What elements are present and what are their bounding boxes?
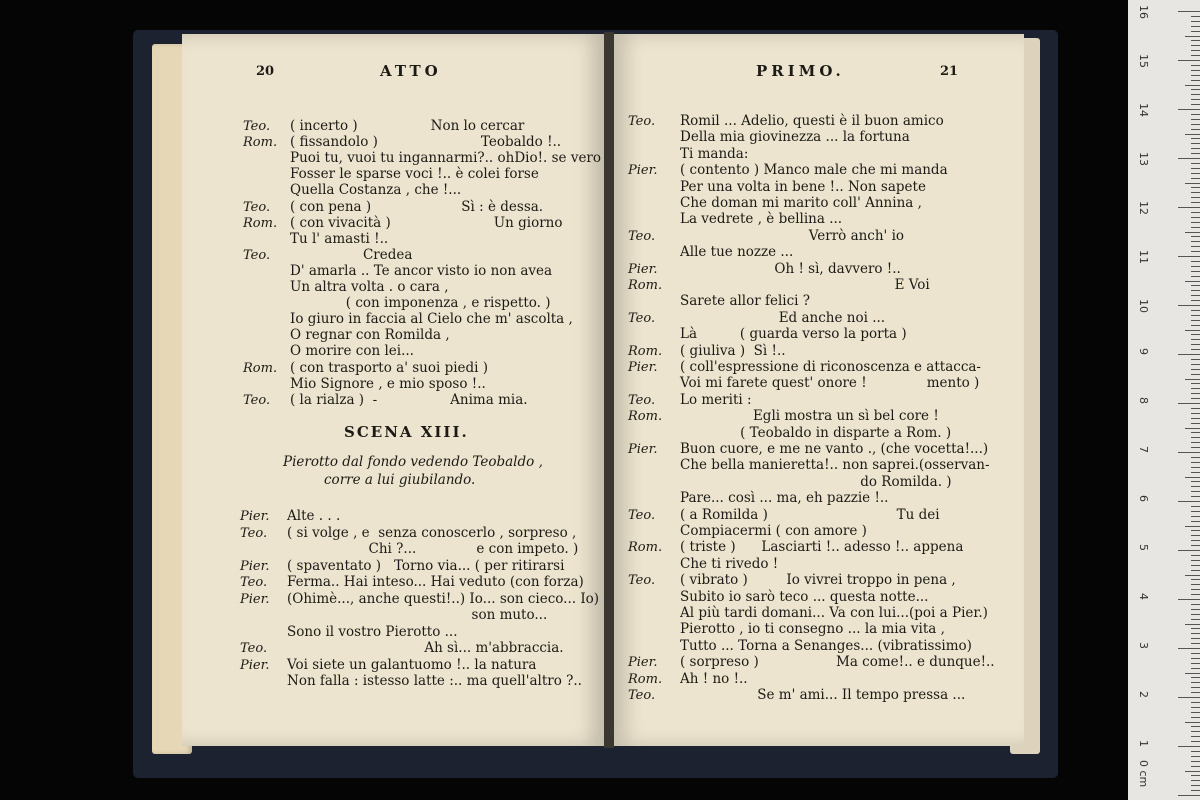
left-line: D' amarla .. Te ancor visto io non avea <box>290 262 553 279</box>
ruler-tick <box>1191 437 1200 438</box>
left2-speaker: Teo. <box>240 641 268 656</box>
ruler-tick <box>1191 383 1200 384</box>
ruler-tick <box>1191 511 1200 512</box>
right-speaker: Pier. <box>628 442 658 457</box>
ruler-tick <box>1191 442 1200 443</box>
right-line: Egli mostra un sì bel core ! <box>680 408 939 425</box>
left2-line: Chi ?... e con impeto. ) <box>287 541 579 557</box>
scene-description-2: corre a lui giubilando. <box>324 472 476 488</box>
ruler-tick <box>1191 726 1200 727</box>
ruler-tick <box>1178 11 1200 12</box>
ruler-tick <box>1191 197 1200 198</box>
ruler-tick <box>1191 506 1200 507</box>
ruler-tick <box>1191 756 1200 757</box>
ruler-tick <box>1178 403 1200 404</box>
ruler-tick <box>1191 236 1200 237</box>
ruler-tick <box>1191 364 1200 365</box>
ruler-number: 13 <box>1137 152 1150 166</box>
ruler-tick <box>1191 633 1200 634</box>
right-line: Che ti rivedo ! <box>680 555 779 572</box>
ruler-unit-label: 0 cm <box>1137 760 1150 788</box>
ruler-tick <box>1191 290 1200 291</box>
right-line: Buon cuore, e me ne vanto ., (che vocetta!...) <box>680 441 989 457</box>
ruler-tick <box>1178 256 1200 257</box>
right-line: Per una volta in bene !.. Non sapete <box>680 178 926 195</box>
ruler-number: 1 <box>1137 740 1150 747</box>
right-speaker: Teo. <box>628 507 656 523</box>
ruler-number: 2 <box>1137 691 1150 698</box>
ruler-tick <box>1191 31 1200 32</box>
ruler-tick <box>1185 134 1200 135</box>
right-speaker: Rom. <box>628 343 663 359</box>
right-speaker: Pier. <box>628 360 658 375</box>
ruler-tick <box>1191 491 1200 492</box>
left-line: ( fissandolo ) Teobaldo !.. <box>290 134 562 151</box>
ruler-number: 8 <box>1137 397 1150 404</box>
right-line: Voi mi farete quest' onore ! mento ) <box>680 375 980 392</box>
right-line: ( coll'espressione di riconoscenza e attacca- <box>680 359 981 375</box>
right-line: ( contento ) Manco male che mi manda <box>680 162 948 179</box>
right-line: Tutto ... Torna a Senanges... (vibratissimo) <box>680 637 972 654</box>
ruler-tick <box>1191 677 1200 678</box>
left-speaker: Teo. <box>243 199 271 215</box>
ruler-tick <box>1191 565 1200 566</box>
left-line: Tu l' amasti !.. <box>290 230 389 247</box>
ruler-tick <box>1191 619 1200 620</box>
right-line: Pare... così ... ma, eh pazzie !.. <box>680 490 889 507</box>
left-line: O regnar con Romilda , <box>290 327 450 344</box>
ruler-tick <box>1191 246 1200 247</box>
ruler-tick <box>1191 320 1200 321</box>
right-speaker: Teo. <box>628 688 656 703</box>
right-line: Là ( guarda verso la porta ) <box>680 326 907 343</box>
left2-speaker: Teo. <box>240 575 268 590</box>
ruler-tick <box>1178 354 1200 355</box>
ruler-tick <box>1191 153 1200 154</box>
scene-description-1: Pierotto dal fondo vedendo Teobaldo , <box>283 454 543 470</box>
right-line: Lo meriti : <box>680 391 752 408</box>
ruler-tick <box>1191 687 1200 688</box>
ruler-tick <box>1185 281 1200 282</box>
ruler-tick <box>1191 315 1200 316</box>
right-line: Al più tardi domani... Va con lui...(poi a Pier.) <box>680 605 988 621</box>
ruler-tick <box>1191 45 1200 46</box>
ruler-number: 14 <box>1137 103 1150 117</box>
ruler-tick <box>1191 271 1200 272</box>
ruler-tick <box>1191 761 1200 762</box>
ruler-tick <box>1191 241 1200 242</box>
ruler-tick <box>1191 21 1200 22</box>
ruler-number: 9 <box>1137 348 1150 355</box>
ruler-tick <box>1178 795 1200 796</box>
ruler-tick <box>1191 374 1200 375</box>
ruler-tick <box>1178 109 1200 110</box>
ruler-tick <box>1191 65 1200 66</box>
ruler-tick <box>1191 663 1200 664</box>
ruler-tick <box>1191 114 1200 115</box>
ruler-tick <box>1185 526 1200 527</box>
ruler-tick <box>1191 276 1200 277</box>
left2-line: Alte . . . <box>287 508 341 524</box>
ruler-tick <box>1178 599 1200 600</box>
ruler-tick <box>1178 697 1200 698</box>
right-line: Romil ... Adelio, questi è il buon amico <box>680 113 944 129</box>
ruler-number: 4 <box>1137 593 1150 600</box>
left-line: ( con vivacità ) Un giorno <box>290 214 563 231</box>
ruler-tick <box>1191 447 1200 448</box>
ruler-number: 15 <box>1137 54 1150 68</box>
ruler-tick <box>1191 579 1200 580</box>
ruler-tick <box>1191 467 1200 468</box>
ruler-tick <box>1191 643 1200 644</box>
right-line: Che doman mi marito coll' Annina , <box>680 195 922 211</box>
ruler-tick <box>1178 207 1200 208</box>
ruler-tick <box>1191 560 1200 561</box>
ruler-tick <box>1185 428 1200 429</box>
ruler-tick <box>1191 26 1200 27</box>
left-line: ( con trasporto a' suoi piedi ) <box>290 359 489 376</box>
ruler-tick <box>1191 369 1200 370</box>
left2-line: son muto... <box>287 607 548 623</box>
right-line: Verrò anch' io <box>680 227 905 244</box>
left-line: Un altra volta . o cara , <box>290 279 449 295</box>
ruler-tick <box>1191 712 1200 713</box>
ruler-tick <box>1191 555 1200 556</box>
right-line: do Romilda. ) <box>680 473 952 490</box>
right-line: ( sorpreso ) Ma come!.. e dunque!.. <box>680 654 995 671</box>
ruler-tick <box>1191 418 1200 419</box>
ruler-number: 6 <box>1137 495 1150 502</box>
left2-speaker: Pier. <box>240 509 270 524</box>
left2-speaker: Pier. <box>240 591 270 607</box>
left-speaker: Teo. <box>243 119 271 134</box>
left-line: Io giuro in faccia al Cielo che m' ascolta , <box>290 311 573 328</box>
ruler-tick <box>1191 202 1200 203</box>
ruler-tick <box>1191 119 1200 120</box>
ruler-tick <box>1191 594 1200 595</box>
ruler-tick <box>1191 658 1200 659</box>
ruler-tick <box>1191 408 1200 409</box>
right-line: La vedrete , è bellina ... <box>680 211 843 228</box>
ruler-tick <box>1191 251 1200 252</box>
right-line: Se m' ami... Il tempo pressa ... <box>680 687 966 703</box>
ruler-tick <box>1191 80 1200 81</box>
ruler-tick <box>1191 89 1200 90</box>
right-speaker: Pier. <box>628 163 658 179</box>
right-speaker: Rom. <box>628 671 663 687</box>
ruler-tick <box>1178 305 1200 306</box>
ruler-tick <box>1185 771 1200 772</box>
ruler-tick <box>1191 325 1200 326</box>
right-line: Subito io sarò teco ... questa notte... <box>680 588 929 605</box>
ruler-tick <box>1191 481 1200 482</box>
ruler-tick <box>1191 40 1200 41</box>
ruler-tick <box>1191 790 1200 791</box>
ruler-tick <box>1191 540 1200 541</box>
ruler-tick <box>1191 780 1200 781</box>
right-line: Pierotto , io ti consegno ... la mia vita , <box>680 621 945 638</box>
ruler-tick <box>1191 521 1200 522</box>
ruler-tick <box>1191 285 1200 286</box>
left2-line: ( spaventato ) Torno via... ( per ritirarsi <box>287 557 565 574</box>
left-line: Quella Costanza , che !... <box>290 182 462 199</box>
ruler-tick <box>1191 388 1200 389</box>
ruler-tick <box>1191 486 1200 487</box>
ruler-tick <box>1191 707 1200 708</box>
right-page-header: PRIMO. <box>756 62 845 80</box>
ruler-tick <box>1185 673 1200 674</box>
ruler-tick <box>1191 349 1200 350</box>
right-line: ( giuliva ) Sì !.. <box>680 342 786 359</box>
left2-line: Ferma.. Hai inteso... Hai veduto (con forza) <box>287 574 584 590</box>
ruler-tick <box>1191 766 1200 767</box>
ruler-tick <box>1191 462 1200 463</box>
ruler-tick <box>1191 741 1200 742</box>
ruler-tick <box>1185 722 1200 723</box>
ruler-tick <box>1191 227 1200 228</box>
left-line: ( incerto ) Non lo cercar <box>290 118 525 134</box>
ruler-tick <box>1191 638 1200 639</box>
measurement-ruler <box>1128 0 1200 800</box>
left-line: ( la rialza ) - Anima mia. <box>290 391 528 408</box>
left-line: O morire con lei... <box>290 343 414 360</box>
left-line: Credea <box>290 246 413 263</box>
right-speaker: Teo. <box>628 114 656 129</box>
ruler-tick <box>1178 60 1200 61</box>
right-line: ( Teobaldo in disparte a Rom. ) <box>680 424 952 441</box>
ruler-tick <box>1191 609 1200 610</box>
left2-line: Non falla : istesso latte :.. ma quell'altro ?.. <box>287 673 582 689</box>
right-speaker: Teo. <box>628 392 656 408</box>
ruler-tick <box>1191 413 1200 414</box>
ruler-tick <box>1191 614 1200 615</box>
ruler-tick <box>1191 682 1200 683</box>
left2-line: Ah sì... m'abbraccia. <box>287 640 564 656</box>
ruler-tick <box>1191 717 1200 718</box>
left-speaker: Rom. <box>243 360 278 376</box>
right-line: Ah ! no !.. <box>680 670 748 687</box>
ruler-tick <box>1185 379 1200 380</box>
ruler-tick <box>1191 266 1200 267</box>
left2-line: (Ohimè..., anche questi!..) Io... son cieco... Io) <box>287 590 600 607</box>
left2-line: ( si volge , e senza conoscerlo , sorpreso , <box>287 524 577 541</box>
right-line: Sarete allor felici ? <box>680 293 811 310</box>
right-line: Della mia giovinezza ... la fortuna <box>680 129 910 146</box>
ruler-tick <box>1191 731 1200 732</box>
ruler-tick <box>1191 751 1200 752</box>
right-line: ( triste ) Lasciarti !.. adesso !.. appena <box>680 539 964 556</box>
left-line: Fosser le sparse voci !.. è colei forse <box>290 166 539 183</box>
ruler-tick <box>1191 668 1200 669</box>
ruler-tick <box>1191 736 1200 737</box>
right-line: Che bella manieretta!.. non saprei.(osservan- <box>680 457 990 474</box>
ruler-tick <box>1185 575 1200 576</box>
ruler-tick <box>1178 746 1200 747</box>
ruler-tick <box>1191 692 1200 693</box>
ruler-tick <box>1191 584 1200 585</box>
ruler-tick <box>1191 129 1200 130</box>
ruler-tick <box>1191 217 1200 218</box>
ruler-tick <box>1185 183 1200 184</box>
ruler-tick <box>1191 261 1200 262</box>
left-speaker: Teo. <box>243 392 271 408</box>
right-line: E Voi <box>680 277 930 293</box>
ruler-tick <box>1178 158 1200 159</box>
ruler-tick <box>1191 653 1200 654</box>
right-speaker: Teo. <box>628 573 656 589</box>
left-speaker: Teo. <box>243 247 271 263</box>
ruler-tick <box>1191 16 1200 17</box>
right-speaker: Pier. <box>628 261 658 277</box>
left-speaker: Rom. <box>243 135 278 151</box>
ruler-number: 7 <box>1137 446 1150 453</box>
ruler-tick <box>1191 104 1200 105</box>
ruler-tick <box>1178 501 1200 502</box>
right-line: Compiacermi ( con amore ) <box>680 523 867 539</box>
ruler-tick <box>1191 545 1200 546</box>
ruler-tick <box>1178 452 1200 453</box>
ruler-tick <box>1191 94 1200 95</box>
ruler-tick <box>1191 187 1200 188</box>
left-page-header: ATTO <box>380 62 442 80</box>
ruler-tick <box>1185 330 1200 331</box>
ruler-tick <box>1191 212 1200 213</box>
ruler-tick <box>1191 359 1200 360</box>
ruler-tick <box>1191 310 1200 311</box>
ruler-tick <box>1191 295 1200 296</box>
left2-line: Sono il vostro Pierotto ... <box>287 623 458 640</box>
ruler-number: 16 <box>1137 5 1150 19</box>
ruler-tick <box>1191 50 1200 51</box>
left2-line: Voi siete un galantuomo !.. la natura <box>287 656 537 673</box>
left-line: ( con pena ) Sì : è dessa. <box>290 198 544 215</box>
ruler-tick <box>1191 398 1200 399</box>
left-line: ( con imponenza , e rispetto. ) <box>290 295 551 312</box>
ruler-number: 10 <box>1137 299 1150 313</box>
ruler-tick <box>1185 624 1200 625</box>
ruler-tick <box>1191 570 1200 571</box>
ruler-tick <box>1191 702 1200 703</box>
ruler-tick <box>1191 148 1200 149</box>
ruler-tick <box>1191 75 1200 76</box>
ruler-tick <box>1185 477 1200 478</box>
right-speaker: Rom. <box>628 409 663 425</box>
right-speaker: Rom. <box>628 278 663 293</box>
ruler-tick <box>1191 344 1200 345</box>
ruler-number: 12 <box>1137 201 1150 215</box>
left-line: Puoi tu, vuoi tu ingannarmi?.. ohDio!. se vero <box>290 150 602 167</box>
ruler-tick <box>1191 393 1200 394</box>
ruler-tick <box>1191 334 1200 335</box>
left-speaker: Rom. <box>243 215 278 231</box>
ruler-tick <box>1191 628 1200 629</box>
right-line: Alle tue nozze ... <box>680 244 794 261</box>
ruler-tick <box>1191 457 1200 458</box>
ruler-tick <box>1185 85 1200 86</box>
left-page-number: 20 <box>256 64 275 79</box>
ruler-tick <box>1191 785 1200 786</box>
scene-title: SCENA XIII. <box>344 423 469 441</box>
right-line: Ed anche noi ... <box>680 309 886 326</box>
ruler-tick <box>1191 300 1200 301</box>
left2-speaker: Teo. <box>240 525 268 541</box>
ruler-tick <box>1191 423 1200 424</box>
right-speaker: Rom. <box>628 540 663 556</box>
left2-speaker: Pier. <box>240 558 270 574</box>
right-line: Ti manda: <box>680 145 749 162</box>
ruler-tick <box>1191 589 1200 590</box>
ruler-tick <box>1191 70 1200 71</box>
right-line: ( vibrato ) Io vivrei troppo in pena , <box>680 572 956 589</box>
ruler-tick <box>1191 604 1200 605</box>
ruler-number: 3 <box>1137 642 1150 649</box>
ruler-tick <box>1191 192 1200 193</box>
ruler-tick <box>1178 648 1200 649</box>
ruler-tick <box>1191 530 1200 531</box>
ruler-tick <box>1191 168 1200 169</box>
ruler-tick <box>1191 775 1200 776</box>
right-speaker: Teo. <box>628 310 656 326</box>
ruler-tick <box>1191 496 1200 497</box>
ruler-number: 5 <box>1137 544 1150 551</box>
ruler-tick <box>1185 232 1200 233</box>
left-line: Mio Signore , e mio sposo !.. <box>290 375 486 392</box>
ruler-tick <box>1191 173 1200 174</box>
ruler-tick <box>1185 36 1200 37</box>
ruler-tick <box>1191 138 1200 139</box>
ruler-tick <box>1178 550 1200 551</box>
right-page-number: 21 <box>940 64 959 79</box>
ruler-number: 11 <box>1137 250 1150 264</box>
ruler-tick <box>1191 472 1200 473</box>
ruler-tick <box>1191 178 1200 179</box>
right-speaker: Teo. <box>628 228 656 244</box>
ruler-tick <box>1191 339 1200 340</box>
ruler-tick <box>1191 516 1200 517</box>
book-gutter <box>604 32 614 748</box>
right-line: ( a Romilda ) Tu dei <box>680 506 940 523</box>
ruler-tick <box>1191 163 1200 164</box>
ruler-tick <box>1191 432 1200 433</box>
ruler-tick <box>1191 535 1200 536</box>
ruler-tick <box>1191 143 1200 144</box>
right-line: Oh ! sì, davvero !.. <box>680 260 901 277</box>
left2-speaker: Pier. <box>240 657 270 673</box>
right-speaker: Pier. <box>628 655 658 671</box>
ruler-tick <box>1191 222 1200 223</box>
ruler-tick <box>1191 55 1200 56</box>
ruler-tick <box>1191 124 1200 125</box>
ruler-tick <box>1191 99 1200 100</box>
